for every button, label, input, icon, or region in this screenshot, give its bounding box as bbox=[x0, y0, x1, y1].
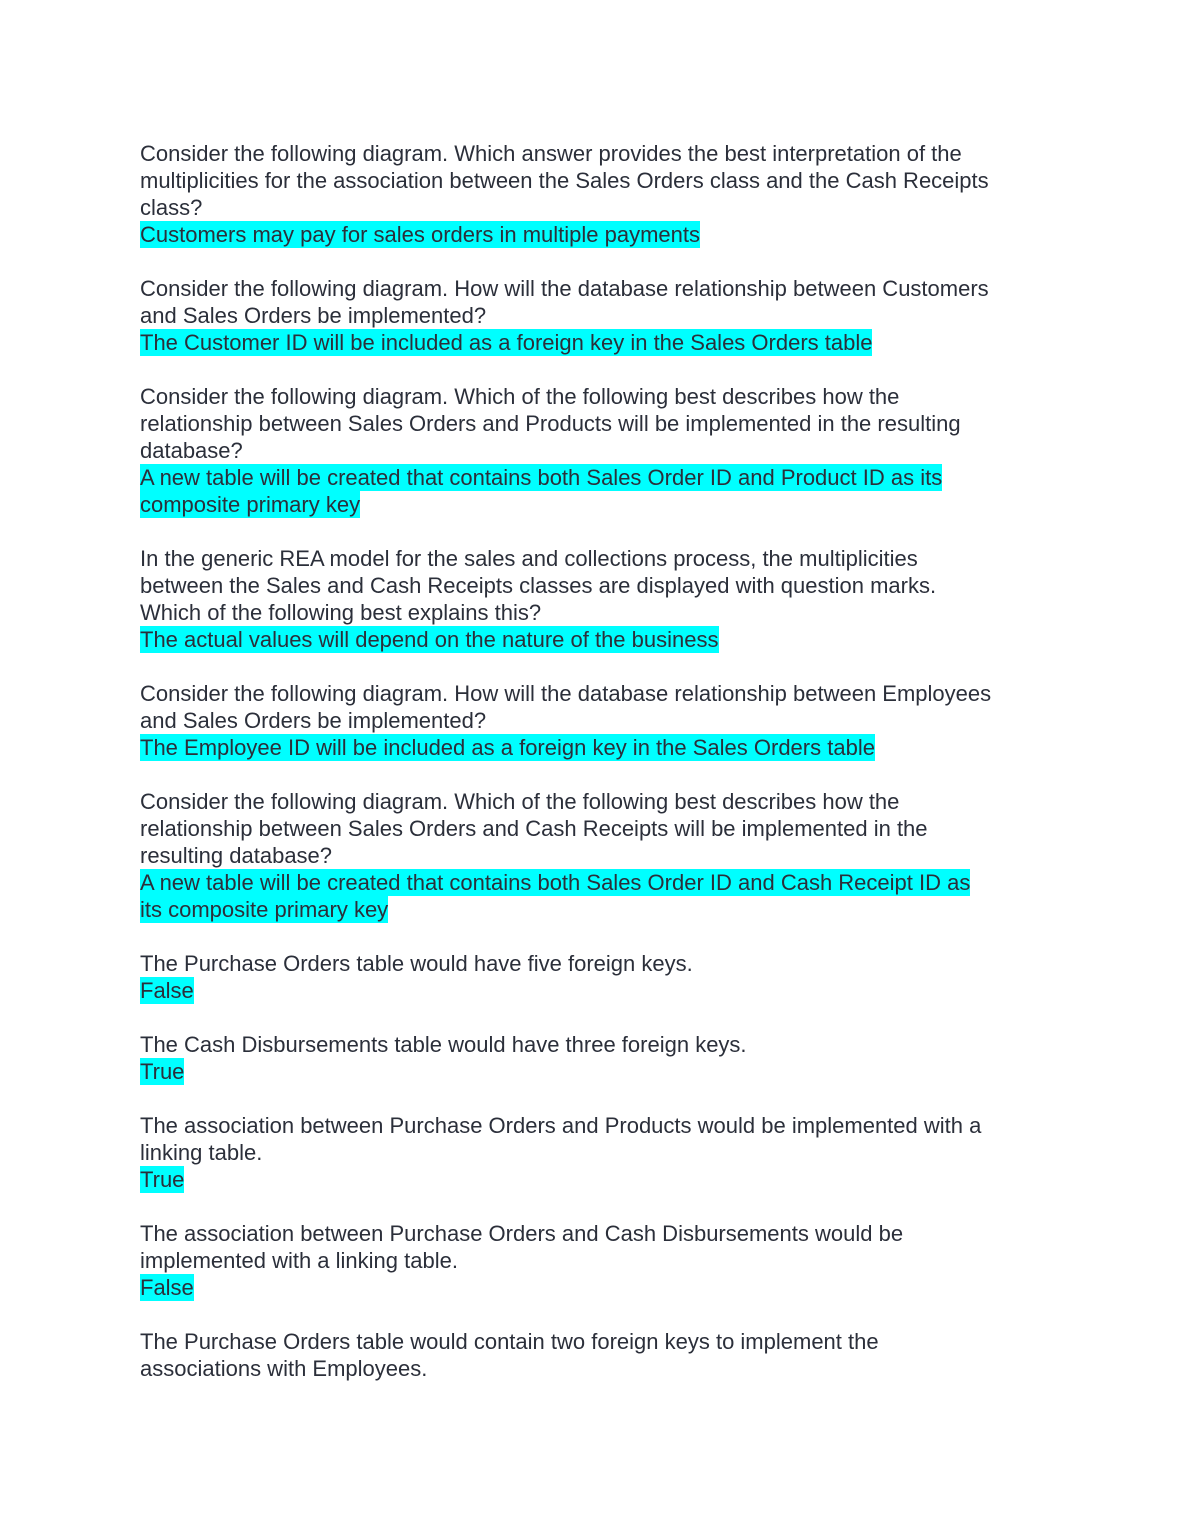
highlighted-answer: Customers may pay for sales orders in multiple payments bbox=[140, 222, 700, 247]
qa-item-8 bbox=[140, 1031, 1050, 1085]
highlighted-answer: False bbox=[140, 978, 194, 1003]
highlighted-answer: True bbox=[140, 1059, 185, 1084]
qa-item-3 bbox=[140, 383, 1050, 518]
question-text: The Purchase Orders table would contain two foreign keys to implement the associations with Employees. bbox=[140, 1329, 879, 1381]
question-text: The association between Purchase Orders and Cash Disbursements would be implemented with a linking table. bbox=[140, 1221, 904, 1273]
qa-item-10 bbox=[140, 1220, 1050, 1301]
qa-item-1 bbox=[140, 140, 1050, 248]
highlighted-answer: A new table will be created that contains both Sales Order ID and Product ID as its composite primary key bbox=[140, 465, 943, 517]
highlighted-answer: A new table will be created that contains both Sales Order ID and Cash Receipt ID as its composite primary key bbox=[140, 870, 971, 922]
document-body bbox=[140, 140, 1050, 1409]
highlighted-answer: The Employee ID will be included as a foreign key in the Sales Orders table bbox=[140, 735, 875, 760]
question-text: The Purchase Orders table would have five foreign keys. bbox=[140, 951, 693, 976]
qa-item-9 bbox=[140, 1112, 1050, 1193]
highlighted-answer: The actual values will depend on the nature of the business bbox=[140, 627, 719, 652]
qa-item-2 bbox=[140, 275, 1050, 356]
question-text: Consider the following diagram. How will the database relationship between Customers and Sales Orders be implemented? bbox=[140, 276, 989, 328]
qa-item-7 bbox=[140, 950, 1050, 1004]
qa-item-5 bbox=[140, 680, 1050, 761]
qa-item-4 bbox=[140, 545, 1050, 653]
question-text: In the generic REA model for the sales and collections process, the multiplicities between the Sales and Cash Receipts classes are displayed with question marks. Which of the following best explains this? bbox=[140, 546, 937, 625]
question-text: Consider the following diagram. How will the database relationship between Employees and Sales Orders be implemented? bbox=[140, 681, 992, 733]
highlighted-answer: The Customer ID will be included as a foreign key in the Sales Orders table bbox=[140, 330, 873, 355]
question-text: Consider the following diagram. Which answer provides the best interpretation of the multiplicities for the association between the Sales Orders class and the Cash Receipts class? bbox=[140, 141, 989, 220]
question-text: Consider the following diagram. Which of the following best describes how the relationship between Sales Orders and Products will be implemented in the resulting database? bbox=[140, 384, 961, 463]
qa-item-11 bbox=[140, 1328, 1050, 1382]
question-text: Consider the following diagram. Which of the following best describes how the relationship between Sales Orders and Cash Receipts will be implemented in the resulting database? bbox=[140, 789, 928, 868]
highlighted-answer: False bbox=[140, 1275, 194, 1300]
question-text: The Cash Disbursements table would have three foreign keys. bbox=[140, 1032, 747, 1057]
question-text: The association between Purchase Orders and Products would be implemented with a linking table. bbox=[140, 1113, 982, 1165]
qa-item-6 bbox=[140, 788, 1050, 923]
highlighted-answer: True bbox=[140, 1167, 185, 1192]
